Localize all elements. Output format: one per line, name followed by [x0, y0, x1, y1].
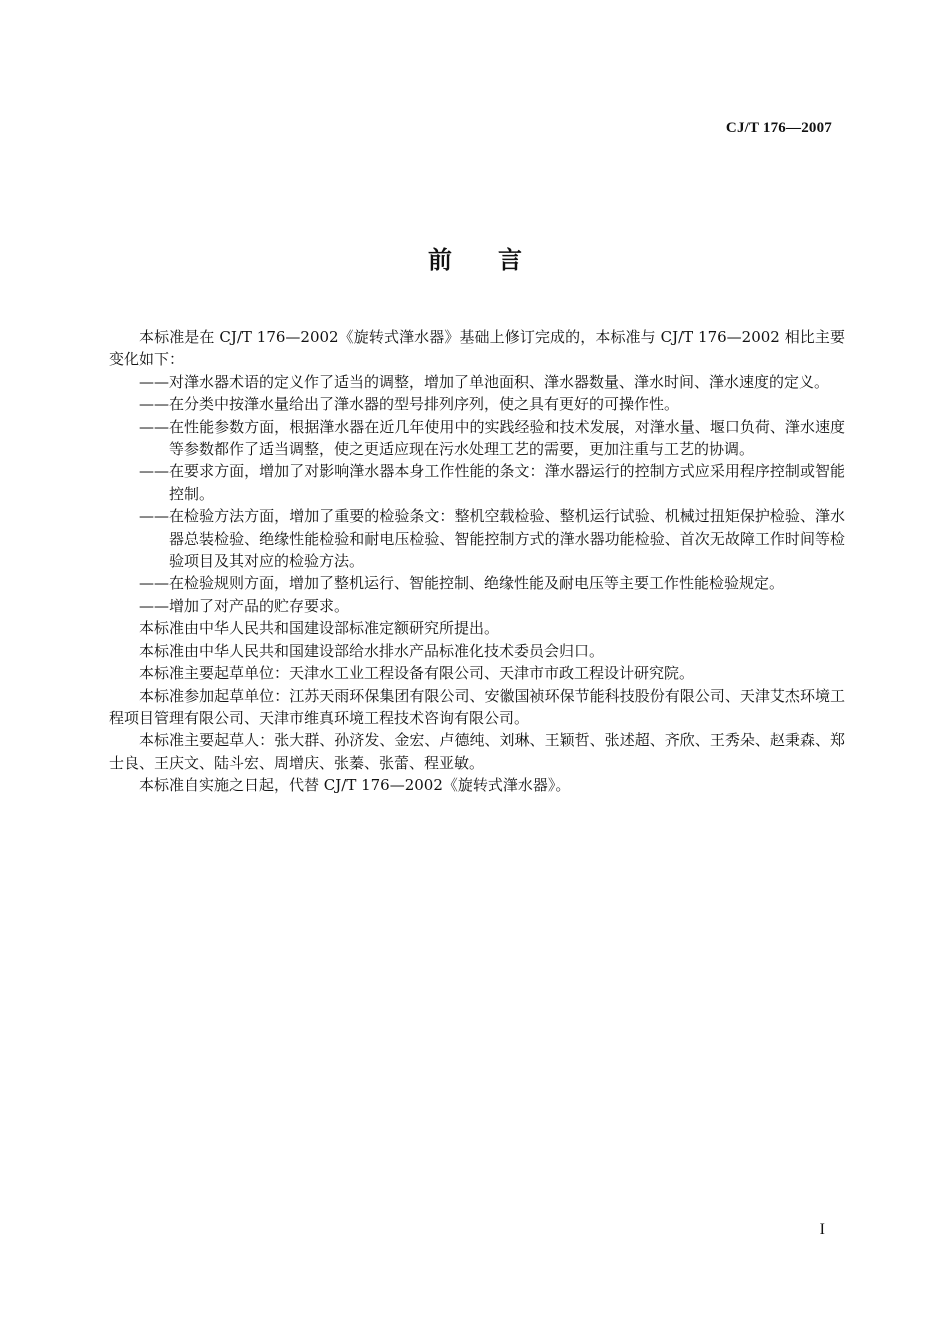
main-drafting-units: 本标准主要起草单位：天津水工业工程设备有限公司、天津市市政工程设计研究院。 [139, 664, 695, 683]
change-item: ——增加了对产品的贮存要求。 [139, 596, 350, 615]
change-item: ——在要求方面，增加了对影响潷水器本身工作性能的条文：潷水器运行的控制方式应采用程序控制或智能控制。 [139, 462, 845, 503]
change-item: ——在检验规则方面，增加了整机运行、智能控制、绝缘性能及耐电压等主要工作性能检验规定。 [139, 574, 785, 593]
change-item: ——在分类中按潷水量给出了潷水器的型号排列序列，使之具有更好的可操作性。 [139, 395, 680, 414]
change-item: ——在检验方法方面，增加了重要的检验条文：整机空载检验、整机运行试验、机械过扭矩保护检验、潷水器总装检验、绝缘性能检验和耐电压检验、智能控制方式的潷水器功能检验、首次无故障工作时间等检验项目及其对应的检验方法。 [139, 507, 845, 571]
proposer-statement: 本标准由中华人民共和国建设部标准定额研究所提出。 [139, 619, 500, 638]
committee-statement: 本标准由中华人民共和国建设部给水排水产品标准化技术委员会归口。 [139, 641, 605, 660]
standard-code: CJ/T 176—2007 [725, 120, 832, 136]
change-item: ——对潷水器术语的定义作了适当的调整，增加了单池面积、潷水器数量、潷水时间、潷水速度的定义。 [139, 372, 830, 391]
change-item: ——在性能参数方面，根据潷水器在近几年使用中的实践经验和技术发展，对潷水量、堰口负荷、潷水速度等参数都作了适当调整，使之更适应现在污水处理工艺的需要，更加注重与工艺的协调。 [139, 417, 845, 459]
intro-paragraph: 本标准是在 CJ/T 176—2002《旋转式潷水器》基础上修订完成的，本标准与 CJ/T 176—2002 相比主要变化如下： [109, 328, 845, 369]
replacement-statement: 本标准自实施之日起，代替 CJ/T 176—2002《旋转式潷水器》。 [139, 776, 571, 795]
participating-drafting-units: 本标准参加起草单位：江苏天雨环保集团有限公司、安徽国祯环保节能科技股份有限公司、天津艾杰环境工程项目管理有限公司、天津市维真环境工程技术咨询有限公司。 [109, 686, 845, 727]
main-drafters: 本标准主要起草人：张大群、孙济发、金宏、卢德纯、刘琳、王颖哲、张述超、齐欣、王秀朵、赵秉森、郑士良、王庆文、陆斗宏、周增庆、张蓁、张蕾、程亚敏。 [109, 731, 845, 772]
document-body [109, 326, 845, 797]
page-number: I [819, 1221, 825, 1238]
page-title: 前言 [428, 246, 568, 274]
